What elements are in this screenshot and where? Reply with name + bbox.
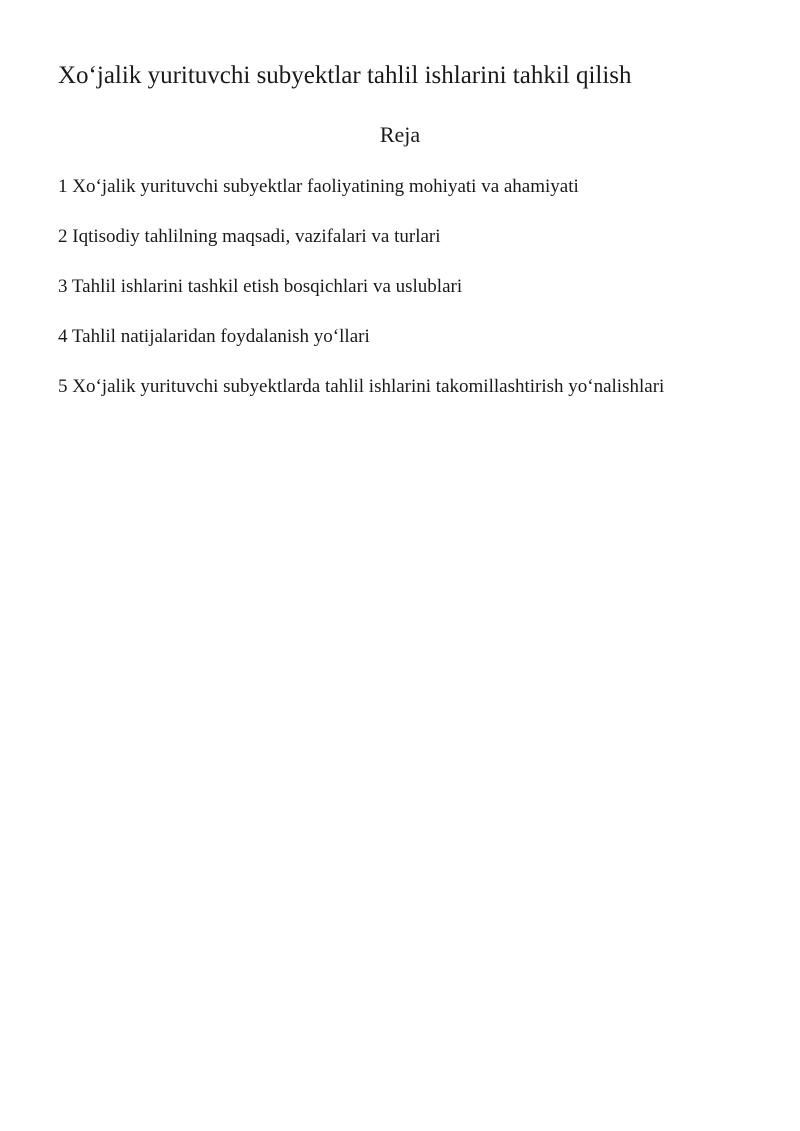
plan-list [58, 174, 664, 424]
plan-item-5: 5 Xo‘jalik yurituvchi subyektlarda tahlil ishlarini takomillashtirish yo‘nalishlari [58, 376, 665, 397]
plan-item-3: 3 Tahlil ishlarini tashkil etish bosqichlari va uslublari [58, 276, 463, 297]
document-title: Xo‘jalik yurituvchi subyektlar tahlil ishlarini tahkil qilish [58, 62, 632, 89]
plan-item-1: 1 Xo‘jalik yurituvchi subyektlar faoliyatining mohiyati va ahamiyati [58, 176, 579, 197]
plan-item-4: 4 Tahlil natijalaridan foydalanish yo‘llari [58, 326, 370, 347]
plan-item-2: 2 Iqtisodiy tahlilning maqsadi, vazifalari va turlari [58, 226, 441, 247]
plan-heading: Reja [379, 122, 421, 147]
